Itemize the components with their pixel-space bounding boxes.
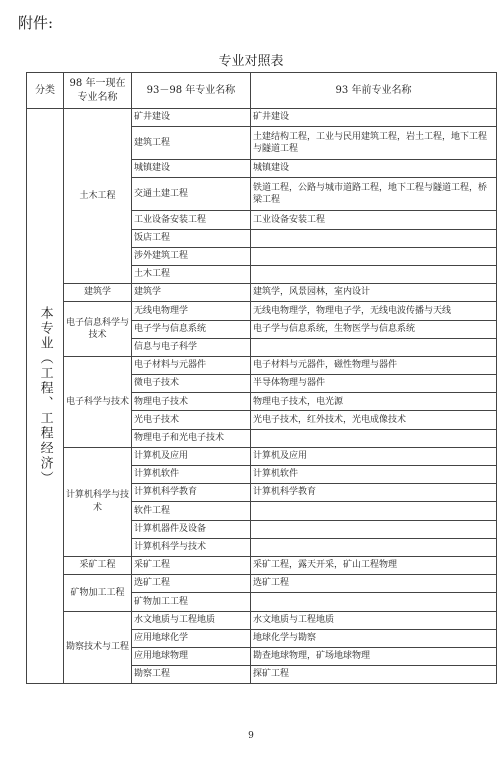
old-major-cell bbox=[251, 429, 497, 447]
old-major-cell bbox=[251, 247, 497, 265]
mid-major-cell: 应用地球化学 bbox=[132, 629, 251, 647]
mid-major-cell: 软件工程 bbox=[132, 502, 251, 520]
mid-major-cell: 计算机及应用 bbox=[132, 447, 251, 465]
mid-major-cell: 信息与电子科学 bbox=[132, 338, 251, 356]
current-major-cell: 采矿工程 bbox=[64, 556, 132, 574]
current-major-cell: 电子科学与技术 bbox=[64, 356, 132, 447]
mid-major-cell: 电子材料与元器件 bbox=[132, 356, 251, 374]
table-row bbox=[27, 447, 497, 465]
page-title: 专业对照表 bbox=[218, 54, 284, 69]
old-major-cell: 矿井建设 bbox=[251, 109, 497, 127]
old-major-cell: 半导体物理与器件 bbox=[251, 375, 497, 393]
header-category: 分类 bbox=[27, 73, 64, 109]
mid-major-cell: 电子学与信息系统 bbox=[132, 320, 251, 338]
old-major-cell: 电子材料与元器件，磁性物理与器件 bbox=[251, 356, 497, 374]
old-major-cell: 水文地质与工程地质 bbox=[251, 611, 497, 629]
old-major-cell: 无线电物理学，物理电子学，无线电波传播与天线 bbox=[251, 302, 497, 320]
old-major-cell: 土建结构工程，工业与民用建筑工程，岩土工程，地下工程与隧道工程 bbox=[251, 127, 497, 160]
mid-major-cell: 勘察工程 bbox=[132, 666, 251, 684]
mid-major-cell: 饭店工程 bbox=[132, 229, 251, 247]
major-comparison-table bbox=[26, 72, 497, 684]
old-major-cell: 地球化学与勘察 bbox=[251, 629, 497, 647]
mid-major-cell: 矿物加工工程 bbox=[132, 593, 251, 611]
table-row bbox=[27, 109, 497, 127]
current-major-cell: 计算机科学与技术 bbox=[64, 447, 132, 556]
mid-major-cell: 土木工程 bbox=[132, 265, 251, 283]
mid-major-cell: 物理电子和光电子技术 bbox=[132, 429, 251, 447]
mid-major-cell: 建筑工程 bbox=[132, 127, 251, 160]
old-major-cell: 计算机科学教育 bbox=[251, 484, 497, 502]
old-major-cell: 计算机及应用 bbox=[251, 447, 497, 465]
header-old-major: 93 年前专业名称 bbox=[251, 73, 497, 109]
current-major-cell: 电子信息科学与技术 bbox=[64, 302, 132, 357]
mid-major-cell: 选矿工程 bbox=[132, 575, 251, 593]
mid-major-cell: 建筑学 bbox=[132, 284, 251, 302]
category-cell: 本专业（工程、工程经济） bbox=[27, 109, 64, 684]
mid-major-cell: 城镇建设 bbox=[132, 160, 251, 178]
table-row bbox=[27, 611, 497, 629]
header-current-major: 98 年一现在专业名称 bbox=[64, 73, 132, 109]
old-major-cell bbox=[251, 502, 497, 520]
table-row bbox=[27, 575, 497, 593]
old-major-cell: 电子学与信息系统，生物医学与信息系统 bbox=[251, 320, 497, 338]
old-major-cell: 工业设备安装工程 bbox=[251, 211, 497, 229]
mid-major-cell: 计算机软件 bbox=[132, 466, 251, 484]
mid-major-cell: 水文地质与工程地质 bbox=[132, 611, 251, 629]
mid-major-cell: 计算机器件及设备 bbox=[132, 520, 251, 538]
old-major-cell bbox=[251, 229, 497, 247]
mid-major-cell: 计算机科学与技术 bbox=[132, 538, 251, 556]
table-row bbox=[27, 356, 497, 374]
mid-major-cell: 矿井建设 bbox=[132, 109, 251, 127]
current-major-cell: 土木工程 bbox=[64, 109, 132, 284]
mid-major-cell: 物理电子技术 bbox=[132, 393, 251, 411]
table-body bbox=[27, 109, 497, 684]
old-major-cell: 计算机软件 bbox=[251, 466, 497, 484]
old-major-cell: 采矿工程，露天开采，矿山工程物理 bbox=[251, 556, 497, 574]
current-major-cell: 矿物加工工程 bbox=[64, 575, 132, 611]
old-major-cell: 城镇建设 bbox=[251, 160, 497, 178]
header-mid-major: 93－98 年专业名称 bbox=[132, 73, 251, 109]
mid-major-cell: 无线电物理学 bbox=[132, 302, 251, 320]
mid-major-cell: 涉外建筑工程 bbox=[132, 247, 251, 265]
mid-major-cell: 光电子技术 bbox=[132, 411, 251, 429]
page-number: 9 bbox=[248, 731, 254, 741]
mid-major-cell: 微电子技术 bbox=[132, 375, 251, 393]
old-major-cell: 光电子技术，红外技术，光电成像技术 bbox=[251, 411, 497, 429]
table-row bbox=[27, 302, 497, 320]
old-major-cell bbox=[251, 520, 497, 538]
old-major-cell: 探矿工程 bbox=[251, 666, 497, 684]
table-row bbox=[27, 556, 497, 574]
mid-major-cell: 应用地球物理 bbox=[132, 647, 251, 665]
current-major-cell: 建筑学 bbox=[64, 284, 132, 302]
old-major-cell: 建筑学，风景园林，室内设计 bbox=[251, 284, 497, 302]
old-major-cell: 铁道工程，公路与城市道路工程，地下工程与隧道工程，桥梁工程 bbox=[251, 178, 497, 211]
major-comparison-table-wrapper bbox=[26, 72, 496, 684]
current-major-cell: 勘察技术与工程 bbox=[64, 611, 132, 684]
old-major-cell: 勘查地球物理，矿场地球物理 bbox=[251, 647, 497, 665]
old-major-cell: 物理电子技术，电光源 bbox=[251, 393, 497, 411]
mid-major-cell: 采矿工程 bbox=[132, 556, 251, 574]
mid-major-cell: 工业设备安装工程 bbox=[132, 211, 251, 229]
mid-major-cell: 交通土建工程 bbox=[132, 178, 251, 211]
old-major-cell bbox=[251, 338, 497, 356]
attachment-label: 附件: bbox=[18, 14, 54, 32]
mid-major-cell: 计算机科学教育 bbox=[132, 484, 251, 502]
old-major-cell bbox=[251, 265, 497, 283]
old-major-cell bbox=[251, 538, 497, 556]
table-row bbox=[27, 284, 497, 302]
old-major-cell: 选矿工程 bbox=[251, 575, 497, 593]
old-major-cell bbox=[251, 593, 497, 611]
